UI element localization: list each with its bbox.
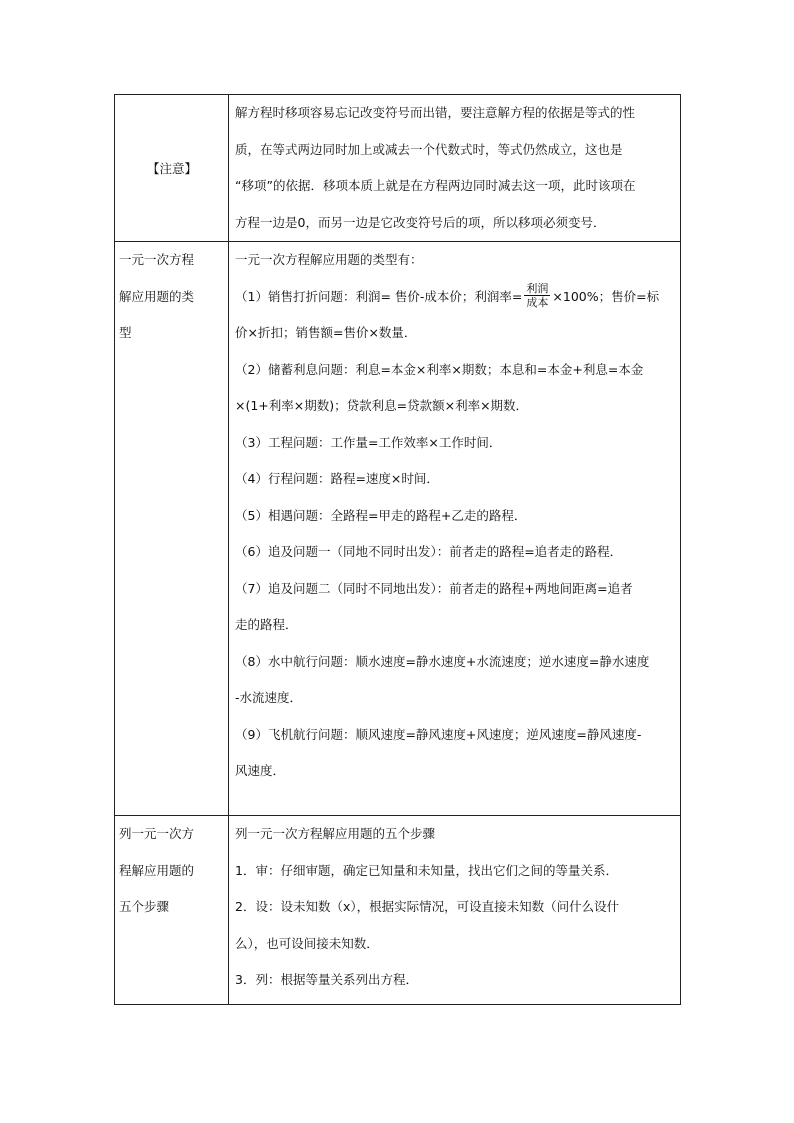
types-chase-2-line-1: （7）追及问题二（同时不同地出发）：前者走的路程+两地间距离=追者 bbox=[235, 580, 633, 596]
steps-item-1: 1．审：仔细审题，确定已知量和未知量，找出它们之间的等量关系． bbox=[235, 862, 618, 878]
types-chase-1: （6）追及问题一（同地不同时出发）：前者走的路程=追者走的路程． bbox=[235, 544, 623, 559]
fraction-numerator: 利润 bbox=[526, 281, 549, 295]
types-label-line-2: 解应用题的类 bbox=[119, 288, 195, 304]
sale-text-a: （1）销售打折问题：利润= 售价-成本价；利润率= bbox=[235, 288, 523, 304]
types-water-line-1: （8）水中航行问题：顺水速度=静水速度+水流速度；逆水速度=静水速度 bbox=[235, 653, 650, 669]
table-row-types bbox=[115, 242, 681, 816]
note-line-3: “移项”的依据．移项本质上就是在方程两边同时减去这一项，此时该项在 bbox=[235, 178, 636, 193]
steps-heading: 列一元一次方程解应用题的五个步骤 bbox=[235, 826, 436, 841]
row-label-steps bbox=[115, 816, 229, 1005]
types-deposit-line-1: （2）储蓄利息问题：利息=本金×利率×期数；本息和=本金+利息=本金 bbox=[235, 361, 644, 377]
types-work: （3）工程问题：工作量=工作效率×工作时间． bbox=[235, 434, 502, 450]
steps-item-2-line-2: 么），也可设间接未知数． bbox=[235, 935, 379, 951]
types-water-line-2: -水流速度． bbox=[235, 690, 303, 705]
table-row-steps bbox=[115, 816, 681, 1005]
types-chase-2-line-2: 走的路程． bbox=[235, 617, 298, 632]
types-plane-line-2: 风速度． bbox=[235, 763, 286, 778]
steps-label-line-2: 程解应用题的 bbox=[119, 862, 195, 878]
knowledge-table bbox=[114, 94, 681, 1005]
types-sale-line-2: 价×折扣；销售额=售价×数量． bbox=[235, 325, 417, 340]
steps-label-line-3: 五个步骤 bbox=[119, 899, 170, 914]
types-label-line-1: 一元一次方程 bbox=[119, 252, 195, 267]
note-line-4: 方程一边是0，而另一边是它改变符号后的项，所以移项必须变号． bbox=[235, 214, 606, 230]
types-plane-line-1: （9）飞机航行问题：顺风速度=静风速度+风速度；逆风速度=静风速度- bbox=[235, 726, 642, 742]
row-content-steps bbox=[229, 816, 681, 1005]
row-label-types bbox=[115, 242, 229, 816]
types-meet: （5）相遇问题：全路程=甲走的路程+乙走的路程． bbox=[235, 507, 527, 523]
sale-text-b: ×100%；售价=标 bbox=[552, 288, 660, 304]
types-travel: （4）行程问题：路程=速度×时间． bbox=[235, 471, 439, 486]
steps-item-3: 3．列：根据等量关系列出方程． bbox=[235, 972, 418, 987]
types-label-line-3: 型 bbox=[119, 325, 132, 340]
types-deposit-line-2: ×(1+利率×期数)；贷款利息=贷款额×利率×期数． bbox=[235, 398, 529, 413]
steps-item-2-line-1: 2．设：设未知数（x），根据实际情况，可设直接未知数（问什么设什 bbox=[235, 899, 620, 914]
steps-label-line-1: 列一元一次方 bbox=[119, 826, 195, 841]
types-intro: 一元一次方程解应用题的类型有： bbox=[235, 252, 423, 267]
note-line-1: 解方程时移项容易忘记改变符号而出错，要注意解方程的依据是等式的性 bbox=[235, 105, 636, 120]
row-label-note bbox=[115, 95, 229, 242]
row-content-types bbox=[229, 242, 681, 816]
profit-rate-fraction bbox=[524, 283, 550, 308]
note-label: 【注意】 bbox=[146, 161, 197, 176]
row-content-note bbox=[229, 95, 681, 242]
fraction-denominator: 成本 bbox=[526, 295, 549, 309]
types-sale-line-1 bbox=[235, 279, 674, 316]
note-line-2: 质，在等式两边同时加上或减去一个代数式时，等式仍然成立，这也是 bbox=[235, 141, 623, 157]
table-row-note bbox=[115, 95, 681, 242]
